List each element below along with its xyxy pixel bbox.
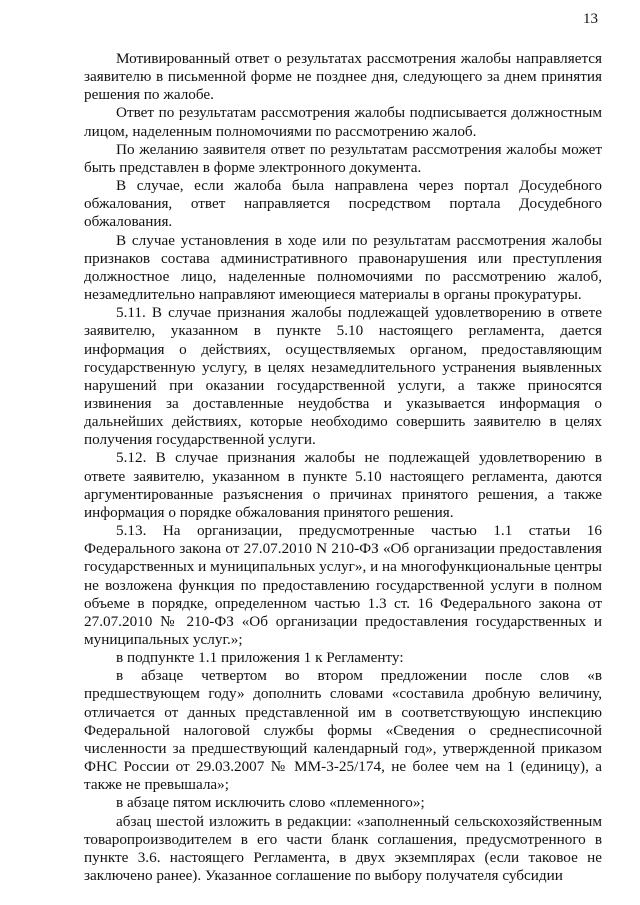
document-body: [84, 50, 602, 885]
paragraph: 5.12. В случае признания жалобы не подлежащей удовлетворению в ответе заявителю, указанном в пункте 5.10 настоящего регламента, даются аргументированные разъяснения о причинах принятого решения, а также информация о порядке обжалования принятого решения.: [84, 449, 602, 521]
paragraph: в абзаце пятом исключить слово «племенного»;: [116, 794, 425, 812]
page-number: 13: [583, 11, 598, 27]
paragraph: Мотивированный ответ о результатах рассмотрения жалобы направляется заявителю в письменной форме не позднее дня, следующего за днем принятия решения по жалобе.: [84, 50, 602, 104]
paragraph: 5.11. В случае признания жалобы подлежащей удовлетворению в ответе заявителю, указанном в пункте 5.10 настоящего регламента, дается информация о действиях, осуществляемых органом, предоставляющим государственную услугу, в целях незамедлительного устранения выявленных нарушений при оказании государственной услуги, а также приносятся извинения за доставленные неудобства и указывается информация о дальнейших действиях, которые необходимо совершить заявителю в целях получения государственной услуги.: [84, 304, 602, 449]
paragraph: в подпункте 1.1 приложения 1 к Регламенту:: [116, 649, 404, 667]
paragraph: В случае, если жалоба была направлена через портал Досудебного обжалования, ответ направляется посредством портала Досудебного обжалования.: [84, 177, 602, 231]
paragraph: 5.13. На организации, предусмотренные частью 1.1 статьи 16 Федерального закона от 27.07.2010 N 210-ФЗ «Об организации предоставления государственных и муниципальных услуг», и на многофункциональные центры не возложена функция по предоставлению государственной услуги в полном объеме в порядке, определенном частью 1.3 ст. 16 Федерального закона от 27.07.2010 № 210-ФЗ «Об организации предоставления государственных и муниципальных услуг.»;: [84, 522, 602, 648]
paragraph: абзац шестой изложить в редакции: «заполненный сельскохозяйственным товаропроизводителем в его части бланк соглашения, предусмотренного в пункте 3.6. настоящего Регламента, в двух экземплярах (если таковое не заключено ранее). Указанное соглашение по выбору получателя субсидии: [84, 812, 602, 885]
paragraph: Ответ по результатам рассмотрения жалобы подписывается должностным лицом, наделенным полномочиями по рассмотрению жалоб.: [84, 104, 602, 140]
paragraph: По желанию заявителя ответ по результатам рассмотрения жалобы может быть представлен в форме электронного документа.: [84, 140, 602, 176]
paragraph: В случае установления в ходе или по результатам рассмотрения жалобы признаков состава административного правонарушения или преступления должностное лицо, наделенные полномочиями по рассмотрению жалоб, незамедлительно направляют имеющиеся материалы в органы прокуратуры.: [84, 231, 602, 304]
paragraph: в абзаце четвертом во втором предложении после слов «в предшествующем году» дополнить словами «составила дробную величину, отличается от данных представленной им в соответствующую инспекцию Федеральной налоговой службы формы «Сведения о среднесписочной численности за предшествующий календарный год», утвержденной приказом ФНС России от 29.03.2007 № ММ-3-25/174, не более чем на 1 (единицу), а также не превышала»;: [84, 667, 602, 794]
